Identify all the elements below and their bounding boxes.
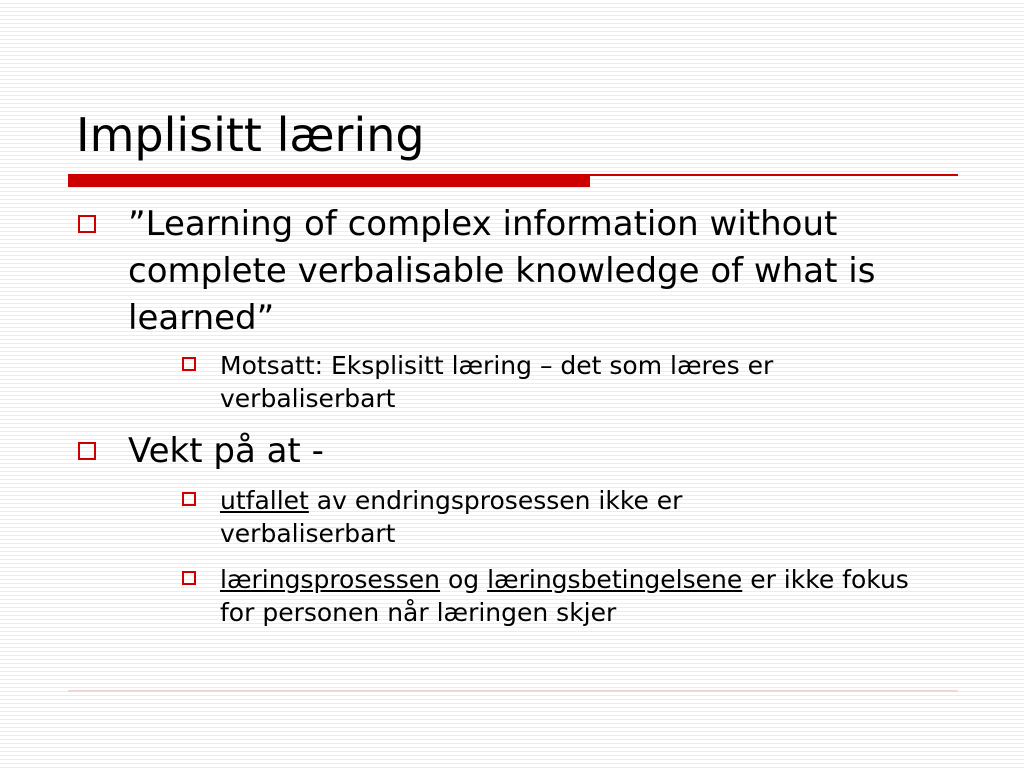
square-bullet-icon <box>78 442 96 460</box>
bullet-motsatt-eksplisitt <box>220 349 950 415</box>
bullet-text-run: er ikke fokus for personen når læringen skjer <box>220 565 909 627</box>
bullet-text: Vekt på at - <box>128 431 324 471</box>
square-bullet-icon <box>182 492 196 506</box>
bullet-vekt-pa-at <box>128 428 888 475</box>
bullet-text-run: av endringsprosessen ikke er verbaliserbart <box>220 486 683 548</box>
bullet-laeringsprosessen <box>220 563 950 629</box>
underlined-term-laeringsbetingelsene: læringsbetingelsene <box>487 565 743 594</box>
underlined-term-laeringsprosessen: læringsprosessen <box>220 565 441 594</box>
underlined-term-utfallet: utfallet <box>220 486 309 515</box>
bullet-text-run: og <box>440 565 488 594</box>
square-bullet-icon <box>78 215 96 233</box>
square-bullet-icon <box>182 571 196 585</box>
bullet-text <box>220 563 950 629</box>
slide-title: Implisitt læring <box>76 108 425 162</box>
bullet-text: ”Learning of complex information without complete verbalisable knowledge of what is learned” <box>128 204 876 338</box>
bullet-learning-definition <box>128 201 888 342</box>
footer-rule <box>68 690 958 692</box>
bullet-utfallet <box>220 484 860 550</box>
title-underline-rule <box>590 174 958 176</box>
bullet-text <box>220 484 860 550</box>
title-underline-bar <box>68 174 590 187</box>
square-bullet-icon <box>182 357 196 371</box>
bullet-text: Motsatt: Eksplisitt læring – det som læres er verbaliserbart <box>220 351 774 413</box>
